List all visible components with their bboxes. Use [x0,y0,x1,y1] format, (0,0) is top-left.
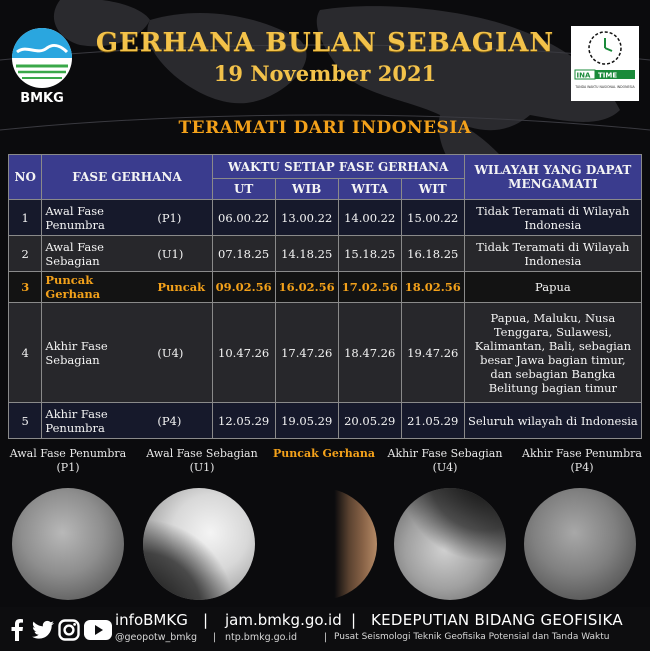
header-time-group: WAKTU SETIAP FASE GERHANA [212,155,464,179]
row-wita: 15.18.25 [338,236,401,272]
moon-label-p4 [517,447,647,475]
row-wit: 21.05.29 [401,403,464,439]
svg-text:TANDA WAKTU NASIONAL INDONESIA: TANDA WAKTU NASIONAL INDONESIA [575,85,635,89]
row-wit: 15.00.22 [401,200,464,236]
moon-p1-image [12,488,124,600]
row-phase: Awal Fase Sebagian [42,236,154,272]
row-wita: 20.05.29 [338,403,401,439]
row-phase: Awal Fase Penumbra [42,200,154,236]
footer-department: KEDEPUTIAN BIDANG GEOFISIKA [371,611,623,629]
table-row [9,200,642,236]
table-row [9,303,642,403]
moon-label-text: Puncak Gerhana [273,447,375,460]
row-phase: Akhir Fase Penumbra [42,403,154,439]
moon-label-text: Awal Fase Sebagian [146,447,258,460]
footer-separator-small: | [213,632,217,643]
moon-u1-image [143,488,255,600]
clock-icon [571,26,639,101]
moon-label-u4 [380,447,510,475]
row-wit: 16.18.25 [401,236,464,272]
moon-label-code: (U4) [432,461,458,474]
footer-separator-small: | [324,632,328,643]
row-no: 2 [9,236,42,272]
header-ut: UT [212,179,275,200]
moon-label-peak [259,447,389,461]
row-phase: Puncak Gerhana [42,272,154,303]
row-code: (U1) [154,236,212,272]
moon-peak-image [265,488,377,600]
moon-label-u1 [137,447,267,475]
moon-label-text: Akhir Fase Penumbra [522,447,642,460]
row-code: Puncak [154,272,212,303]
moon-label-text: Awal Fase Penumbra [9,447,127,460]
footer-center-name: Pusat Seismologi Teknik Geofisika Potensial dan Tanda Waktu [334,632,610,642]
youtube-icon[interactable] [84,619,112,641]
social-links [6,618,112,642]
row-ut: 10.47.26 [212,303,275,403]
footer-separator: | [203,611,209,629]
row-wib: 19.05.29 [275,403,338,439]
header-wib: WIB [275,179,338,200]
row-no: 1 [9,200,42,236]
row-region: Papua [464,272,641,303]
row-wita: 17.02.56 [338,272,401,303]
table-row [9,236,642,272]
eclipse-phase-table [8,154,642,439]
ina-time-logo [571,26,639,101]
row-wib: 16.02.56 [275,272,338,303]
twitter-icon[interactable] [32,619,54,641]
row-region: Papua, Maluku, Nusa Tenggara, Sulawesi, Kalimantan, Bali, sebagian besar Jawa bagian timur, dan sebagian Bangka Belitung bagian timur [464,303,641,403]
moon-p4-image [524,488,636,600]
row-region: Seluruh wilayah di Indonesia [464,403,641,439]
table-row-peak [9,272,642,303]
header-wit: WIT [401,179,464,200]
row-wib: 14.18.25 [275,236,338,272]
row-wit: 19.47.26 [401,303,464,403]
row-ut: 06.00.22 [212,200,275,236]
moon-u4-image [394,488,506,600]
row-phase: Akhir Fase Sebagian [42,303,154,403]
footer-separator: | [351,611,357,629]
header-wita: WITA [338,179,401,200]
row-region: Tidak Teramati di Wilayah Indonesia [464,200,641,236]
row-wib: 13.00.22 [275,200,338,236]
row-no: 5 [9,403,42,439]
row-code: (P4) [154,403,212,439]
footer-site[interactable]: jam.bmkg.go.id [225,611,342,629]
header-region: WILAYAH YANG DAPAT MENGAMATI [464,155,641,200]
page-title: GERHANA BULAN SEBAGIAN [95,28,555,58]
row-no: 3 [9,272,42,303]
row-region: Tidak Teramati di Wilayah Indonesia [464,236,641,272]
moon-label-code: (U1) [189,461,215,474]
row-ut: 09.02.56 [212,272,275,303]
row-no: 4 [9,303,42,403]
row-wib: 17.47.26 [275,303,338,403]
moon-label-p1 [3,447,133,475]
bmkg-logo-text: BMKG [20,91,64,106]
facebook-icon[interactable] [6,619,28,641]
row-wit: 18.02.56 [401,272,464,303]
moon-label-code: (P4) [570,461,594,474]
svg-text:INA: INA [576,71,591,80]
row-wita: 18.47.26 [338,303,401,403]
row-ut: 12.05.29 [212,403,275,439]
moon-label-text: Akhir Fase Sebagian [387,447,503,460]
row-code: (P1) [154,200,212,236]
event-date: 19 November 2021 [213,61,437,86]
instagram-icon[interactable] [58,619,80,641]
observed-from-heading: TERAMATI DARI INDONESIA [178,118,472,138]
row-wita: 14.00.22 [338,200,401,236]
footer-handle[interactable]: infoBMKG [115,611,188,629]
header-no: NO [9,155,42,200]
row-code: (U4) [154,303,212,403]
svg-text:TIME: TIME [598,71,618,80]
table-row [9,403,642,439]
row-ut: 07.18.25 [212,236,275,272]
moon-label-code: (P1) [56,461,80,474]
footer-handle-small[interactable]: @geopotw_bmkg [115,632,198,643]
header-phase: FASE GERHANA [42,155,212,200]
footer-site-small[interactable]: ntp.bmkg.go.id [225,632,297,643]
